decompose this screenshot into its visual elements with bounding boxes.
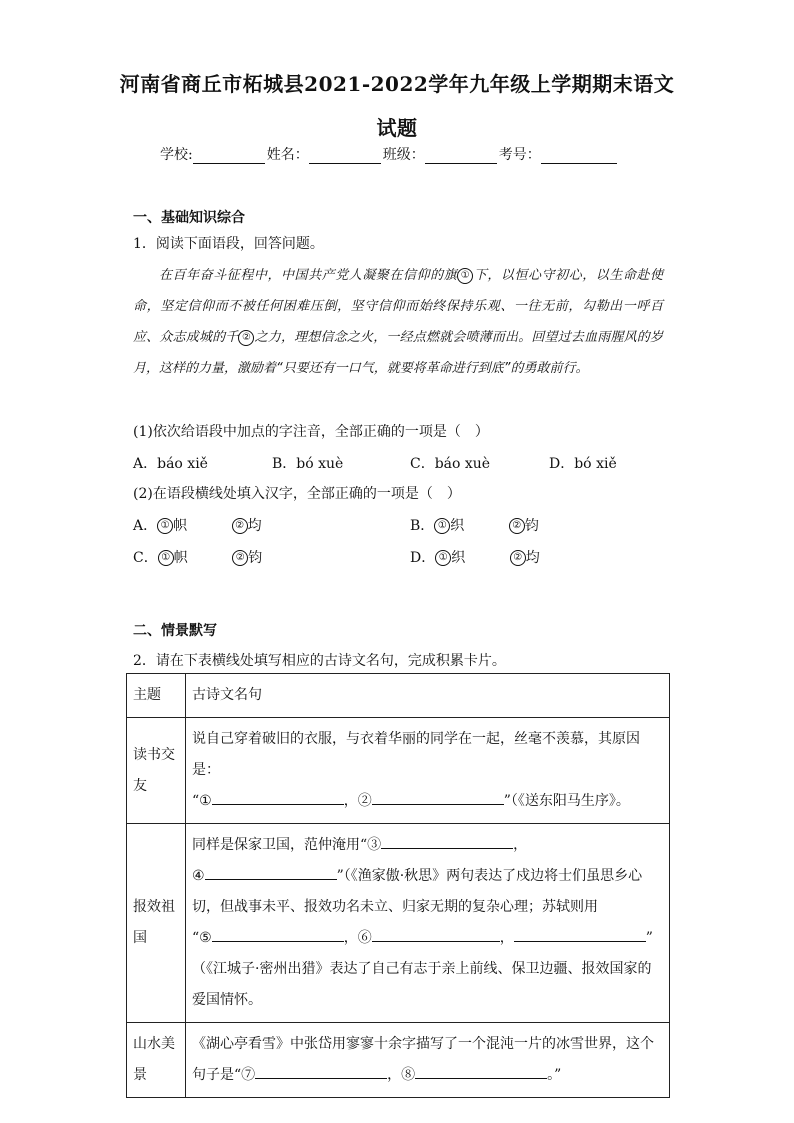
section-heading-2: 二、情景默写	[133, 623, 217, 639]
number-field[interactable]	[541, 149, 617, 164]
reading-passage	[133, 260, 663, 384]
lines-cell	[186, 718, 670, 824]
option-word: 钧	[524, 518, 539, 534]
table-row	[127, 674, 670, 718]
prompt-text: ，②	[343, 793, 372, 809]
class-field[interactable]	[425, 149, 497, 164]
question-1: 1．阅读下面语段，回答问题。	[133, 236, 324, 252]
blank-marker-2: ②	[238, 330, 254, 346]
prompt-text: ”（《渔家傲·秋思》两句表达了戍边将士们虽思乡心切，但战事未平、报效功名未立、归家无期的复杂心理；苏轼则用	[192, 868, 643, 915]
option-2a[interactable]	[133, 515, 262, 535]
table-row	[127, 718, 670, 824]
option-word: 钧	[248, 550, 263, 566]
prompt-text: （《江城子·密州出猎》表达了自己有志于亲上前线、保卫边疆、报效国家的爱国情怀。	[192, 961, 652, 1008]
circle-number: ②	[232, 550, 248, 566]
option-word: 均	[247, 518, 262, 534]
prompt-text: 说自己穿着破旧的衣服，与衣着华丽的同学在一起，丝毫不羡慕，其原因是：	[192, 731, 640, 778]
circle-number: ②	[510, 550, 526, 566]
option-2c[interactable]	[133, 547, 262, 567]
option-letter: B．	[410, 518, 435, 534]
table-row	[127, 824, 670, 1023]
prompt-text: 。”	[547, 1067, 562, 1083]
option-letter: A．	[133, 518, 158, 534]
option-1b[interactable]: B．bó xuè	[272, 456, 344, 472]
circle-number: ①	[435, 550, 451, 566]
option-2d[interactable]	[410, 547, 540, 567]
option-2b[interactable]	[410, 515, 539, 535]
option-word: 均	[525, 550, 540, 566]
name-field[interactable]	[309, 149, 381, 164]
prompt-text: 《湖心亭看雪》中张岱用寥寥十余字描写了一个混沌一片的冰雪世界，这个句子是“⑦	[192, 1036, 654, 1083]
name-label: 姓名：	[266, 147, 309, 163]
passage-part-1: 在百年奋斗征程中，中国共产党人凝聚在信仰的旗	[159, 268, 458, 283]
prompt-text: ，⑧	[387, 1067, 416, 1083]
answer-blank-2[interactable]	[372, 788, 504, 805]
answer-blank-8[interactable]	[415, 1062, 547, 1079]
lines-cell	[186, 824, 670, 1023]
passage-part-2: 下，以恒心守初心，以生命赴使命，坚定信仰而不被任何困难压倒，坚守信仰而始终保持乐观、一往无前，勾勒出一呼百应、众志成城的千	[133, 268, 663, 345]
prompt-text: “①	[192, 793, 212, 809]
prompt-text: ”（《送东阳马生序》。	[503, 793, 630, 809]
class-label: 班级：	[382, 147, 425, 163]
sub-question-1: (1)依次给语段中加点的字注音，全部正确的一项是（ ）	[133, 424, 489, 440]
answer-blank-6b[interactable]	[514, 925, 646, 942]
option-word: 织	[450, 518, 465, 534]
section-heading-1: 一、基础知识综合	[133, 210, 245, 226]
option-word: 帜	[173, 550, 188, 566]
school-field[interactable]	[193, 149, 265, 164]
number-label: 考号：	[498, 147, 541, 163]
theme-cell: 报效祖国	[127, 824, 186, 1023]
school-label: 学校:	[160, 147, 193, 163]
answer-blank-7[interactable]	[255, 1062, 387, 1079]
option-letter: D．	[410, 550, 436, 566]
prompt-text: ”	[645, 930, 653, 946]
answer-blank-4[interactable]	[205, 863, 337, 880]
circle-number: ①	[157, 518, 173, 534]
answer-blank-5[interactable]	[212, 925, 344, 942]
prompt-text: ，	[499, 930, 514, 946]
option-1c[interactable]: C．báo xuè	[410, 456, 491, 472]
sub-question-2: (2)在语段横线处填入汉字，全部正确的一项是（ ）	[133, 486, 461, 502]
blank-marker-1: ①	[457, 268, 473, 284]
table-header-theme: 主题	[127, 674, 186, 718]
option-word: 帜	[173, 518, 188, 534]
lines-cell	[186, 1023, 670, 1098]
question-2: 2．请在下表横线处填写相应的古诗文名句，完成积累卡片。	[133, 653, 506, 669]
table-row	[127, 1023, 670, 1098]
prompt-text: ，	[513, 837, 528, 853]
option-1a[interactable]: A．báo xiě	[133, 456, 208, 472]
answer-blank-6[interactable]	[372, 925, 500, 942]
theme-cell: 山水美景	[127, 1023, 186, 1098]
passage-part-3: 之力，理想信念之火，一经点燃就会喷薄而出。回望过去血雨腥风的岁月，这样的力量，激励着“只要还有一口气，就要将革命进行到底”的勇敢前行。	[133, 330, 663, 376]
table-header-lines: 古诗文名句	[186, 674, 670, 718]
answer-blank-1[interactable]	[212, 788, 344, 805]
circle-number: ①	[158, 550, 174, 566]
circle-number: ①	[434, 518, 450, 534]
prompt-text: 同样是保家卫国，范仲淹用“③	[192, 837, 382, 853]
circle-number: ②	[232, 518, 248, 534]
prompt-text: ，⑥	[343, 930, 372, 946]
theme-cell: 读书交友	[127, 718, 186, 824]
circle-number: ②	[509, 518, 525, 534]
student-info	[160, 144, 619, 164]
option-letter: C．	[133, 550, 158, 566]
answer-blank-3[interactable]	[381, 832, 513, 849]
page-title-continued: 试题	[376, 116, 418, 140]
option-word: 织	[451, 550, 466, 566]
option-1d[interactable]: D．bó xiě	[549, 456, 617, 472]
recitation-card-table	[126, 673, 670, 1098]
page-title: 河南省商丘市柘城县2021-2022学年九年级上学期期末语文	[119, 72, 675, 96]
prompt-text: “⑤	[192, 930, 212, 946]
prompt-text: ④	[192, 868, 205, 884]
